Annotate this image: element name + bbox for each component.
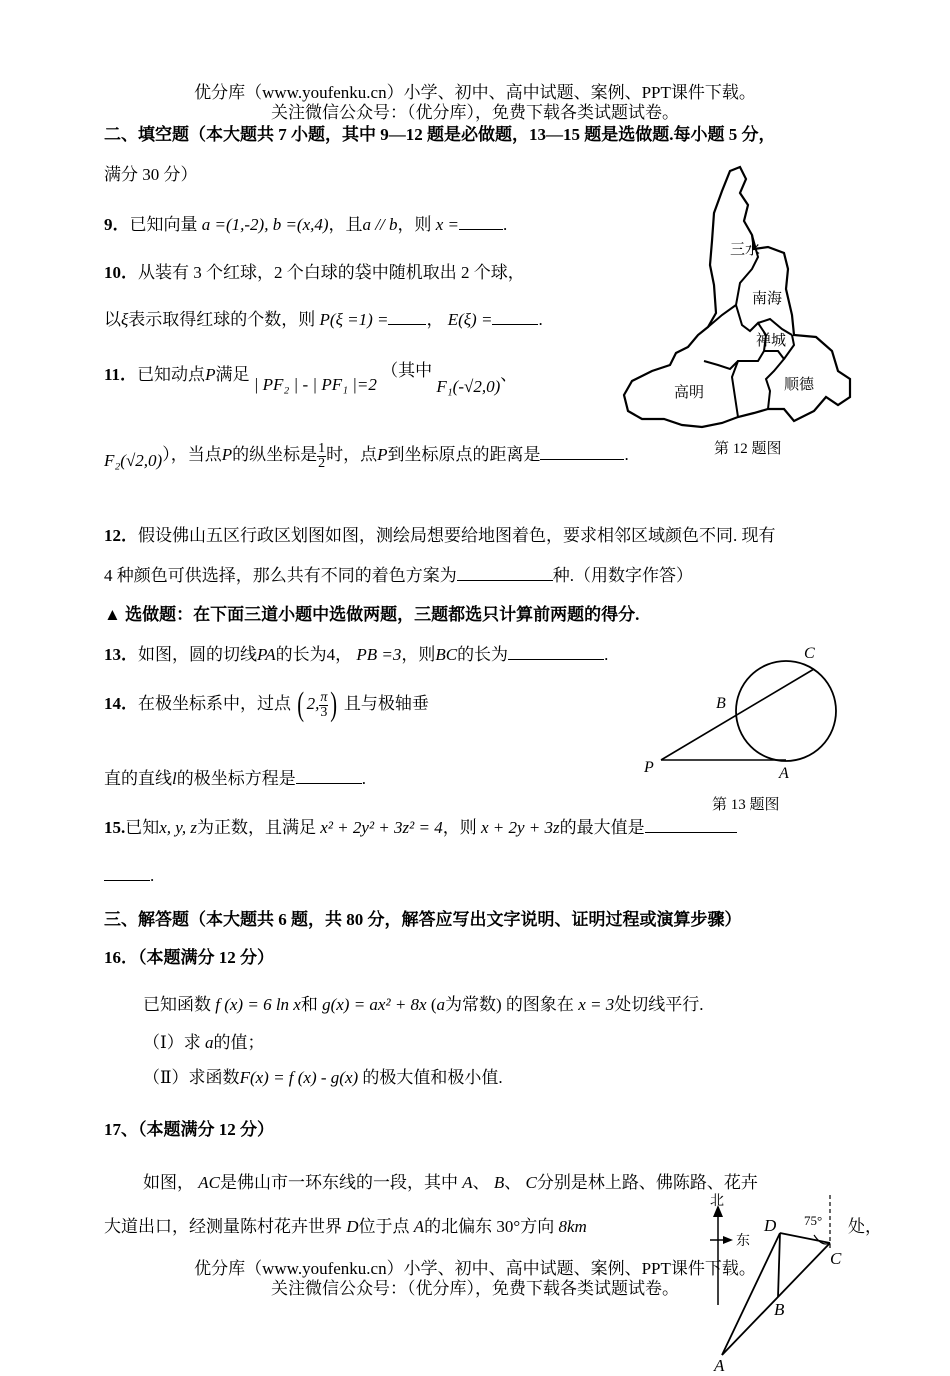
header-line-2: 关注微信公众号：（优分库），免费下载各类试题试卷。 (271, 103, 679, 122)
q13-text-1: 如图，圆的切线 (138, 645, 257, 664)
q11-text-7: 到坐标原点的距离是 (387, 445, 541, 464)
q16-part-1-b: 的值； (213, 1033, 265, 1052)
q16-text-c: ( (430, 995, 437, 1014)
q10-sep: ， (426, 310, 444, 329)
q11-f1-sep: 、 (500, 365, 518, 384)
q9-end: . (503, 215, 508, 234)
question-12-line-1 (104, 521, 776, 546)
q13-text-4: ，则 (401, 645, 436, 664)
section3-title: 三、解答题（本大题共 6 题，共 80 分，解答应写出文字说明、证明过程或演算步骤） (104, 910, 742, 929)
question-15-line-1 (104, 813, 737, 838)
q16-text-e: 处切线平行. (614, 995, 704, 1014)
q17-a-2: A (413, 1217, 425, 1236)
east-arrow-icon (723, 1236, 733, 1244)
question-11-line-1 (104, 360, 518, 396)
q17-ac: AC (198, 1173, 220, 1192)
q13-number: 13． (104, 645, 138, 664)
q15-expression: x + 2y + 3z (480, 818, 560, 837)
q16-f: f (x) = 6 ln x (215, 995, 301, 1014)
q17-text-a: 如图， (143, 1173, 194, 1192)
q13-text-2: 的长为 (275, 645, 327, 664)
q14-answer-blank (296, 767, 362, 784)
q11-text-2: 满足 (215, 365, 250, 384)
border-shunde (764, 351, 784, 409)
question-10-line-2 (104, 305, 543, 330)
q14-point-r: 2, (306, 693, 320, 713)
label-a: A (779, 765, 789, 782)
q11-fraction-half: $\frac{1}{2}$ (318, 440, 326, 471)
q9-x-eq: x = (435, 215, 460, 234)
angle-label: 75° (804, 1213, 823, 1228)
triangle-icon: ▲ (104, 605, 121, 624)
question-12-line-2 (104, 561, 693, 586)
q14-text-1: 在极坐标系中，过点 (138, 693, 291, 713)
q17-line-2-end: 处， (848, 1217, 882, 1236)
q15-text-2: 为正数，且满足 (197, 818, 317, 837)
label-c-road: C (830, 1249, 842, 1268)
q13-text-5: 的长为 (457, 645, 509, 664)
q10-xi: ξ (121, 310, 129, 329)
q11-text-1: 已知动点 (137, 365, 206, 384)
q15-text-1: 已知 (125, 818, 160, 837)
q11-number: 11． (104, 365, 138, 384)
q14-line-l: l (172, 769, 177, 788)
q17-heading: 17、（本题满分 12 分） (104, 1120, 274, 1139)
q17-angle-30: 30° (496, 1217, 521, 1236)
q15-answer-blank-2 (104, 864, 150, 881)
q10-answer-blank-1 (388, 308, 426, 325)
optional-section-title (104, 600, 639, 625)
q15-text-3: ，则 (442, 818, 477, 837)
question-15-line-2 (104, 864, 154, 886)
circle-tangent-figure (636, 640, 856, 820)
q17-text-e: 位于点 (358, 1217, 410, 1236)
q11-text-5: 的纵坐标是 (232, 445, 318, 464)
question-9 (104, 210, 507, 235)
q9-text-1: 已知向量 (129, 215, 198, 234)
segment-dc (780, 1233, 830, 1243)
q10-number: 10． (104, 263, 138, 282)
q10-line-1: 从装有 3 个红球，2 个白球的袋中随机取出 2 个球， (138, 263, 525, 282)
q16-part-1-a: （Ⅰ）求 (143, 1033, 201, 1052)
q11-condition: | PF₂ | - | PF₁ |=2 (253, 375, 377, 394)
q9-vectors: a =(1,-2), b =(x,4) (201, 215, 329, 234)
q13-bc: BC (435, 645, 458, 664)
q16-part-1-var: a (204, 1033, 214, 1052)
q16-text-d: 为常数) 的图象在 (445, 995, 574, 1014)
secant-pbc (661, 669, 814, 760)
q12-text-b: 种.（用数字作答） (552, 566, 693, 585)
label-b: B (716, 695, 726, 712)
section2-title: 二、填空题（本大题共 7 小题，其中 9—12 题是必做题，13—15 题是选做题.每小题 5 分， (104, 125, 776, 144)
label-d: D (764, 1216, 777, 1235)
q16-part-2-a: （Ⅱ）求函数 (143, 1068, 240, 1087)
footer-line-2: 关注微信公众号：（优分库），免费下载各类试题试卷。 (271, 1279, 679, 1298)
circle-caption: 第 13 题图 (712, 797, 780, 813)
north-label: 北 (710, 1194, 724, 1209)
q15-equation: x² + 2y² + 3z² = 4 (320, 818, 443, 837)
optional-text: 选做题：在下面三道小题中选做两题，三题都选只计算前两题的得分. (125, 605, 640, 624)
label-b-road: B (774, 1300, 785, 1319)
q15-end: . (150, 866, 155, 885)
map-caption: 第 12 题图 (714, 441, 782, 457)
q10-text-b: 表示取得红球的个数，则 (128, 310, 316, 329)
q16-F: F(x) = f (x) - g(x) (239, 1068, 359, 1087)
q9-number: 9． (104, 215, 130, 234)
map-label-gaoming: 高明 (674, 385, 705, 401)
q13-end: . (604, 645, 609, 664)
q15-answer-blank-1 (645, 816, 737, 833)
q11-answer-blank (540, 443, 624, 460)
q17-text-d: 大道出口，经测量陈村花卉世界 (104, 1217, 342, 1236)
q12-text-a: 4 种颜色可供选择，那么共有不同的着色方案为 (104, 566, 457, 585)
q13-pa: PA (257, 645, 276, 664)
question-10-line-1 (104, 258, 525, 283)
q17-dun-2: 、 (504, 1173, 522, 1192)
circle (736, 661, 836, 761)
q17-a: A (462, 1173, 473, 1192)
q15-xyz: x, y, z (159, 818, 198, 837)
q10-answer-blank-2 (492, 308, 538, 325)
q12-answer-blank (457, 564, 553, 581)
q16-part-1 (143, 1028, 264, 1053)
q17-text-c: 分别是林上路、佛陈路、花卉 (536, 1173, 758, 1192)
q11-text-6: 时，点 (326, 445, 378, 464)
q17-text-g: 方向 (520, 1217, 555, 1236)
q11-text-4: ），当点 (162, 445, 222, 464)
q11-focus-1: F₁(-√2,0) (436, 377, 501, 396)
q16-g: g(x) = ax² + 8x (322, 995, 427, 1014)
q17-line-2 (104, 1212, 587, 1237)
map-label-sanshui: 三水 (730, 242, 761, 258)
border-gaoming-inner (704, 361, 738, 369)
footer-line-1: 优分库（www.youfenku.cn）小学、初中、高中试题、案例、PPT课件下载。 (194, 1259, 756, 1278)
label-p: P (644, 759, 654, 776)
q9-text-2: ，且 (328, 215, 363, 234)
q14-fraction-pi-3: $\frac{\pi}{3}$ (320, 689, 328, 720)
q16-part-2-b: 的极大值和极小值. (362, 1068, 503, 1087)
q10-probability: P(ξ =1) = (319, 310, 389, 329)
q9-text-3: ，则 (397, 215, 432, 234)
q11-point-p: P (205, 365, 216, 384)
q17-text-f: 的北偏东 (424, 1217, 493, 1236)
q15-number: 15. (104, 818, 126, 837)
q16-text-b: 和 (300, 995, 318, 1014)
section2-title-cont: 满分 30 分） (104, 165, 198, 184)
label-a-road: A (714, 1356, 725, 1373)
q17-dun-1: 、 (472, 1173, 490, 1192)
q17-8km: 8km (558, 1217, 587, 1236)
q11-text-3: （其中 (381, 361, 433, 380)
question-11-line-2 (104, 440, 629, 471)
q16-x3: x = 3 (578, 995, 615, 1014)
map-label-chancheng: 禅城 (756, 333, 787, 349)
q17-c: C (525, 1173, 537, 1192)
q13-answer-blank (508, 643, 604, 660)
q14-text-3: 直的直线 (104, 769, 172, 788)
q11-end: . (624, 445, 629, 464)
foshan-district-map (618, 165, 858, 465)
q13-four: 4 (326, 645, 336, 664)
q14-number: 14． (104, 693, 138, 713)
q13-text-3: ， (335, 645, 353, 664)
label-c: C (804, 645, 815, 662)
map-label-nanhai: 南海 (752, 291, 783, 307)
question-13 (104, 640, 608, 665)
q13-pb: PB =3 (356, 645, 402, 664)
q16-part-2 (143, 1063, 503, 1088)
q11-focus-2: F₂(√2,0) (104, 451, 163, 470)
q17-line-1 (143, 1168, 758, 1193)
q17-b: B (493, 1173, 505, 1192)
q11-point-p-2: P (221, 445, 233, 464)
question-14-line-2 (104, 764, 366, 789)
q16-line-1 (143, 990, 703, 1015)
q11-point-p-3: P (377, 445, 388, 464)
q15-text-4: 的最大值是 (559, 818, 645, 837)
q10-end: . (538, 310, 543, 329)
east-label: 东 (736, 1234, 750, 1249)
q10-expectation: E(ξ) = (447, 310, 493, 329)
q16-text-a: 已知函数 (143, 995, 211, 1014)
q16-heading: 16．（本题满分 12 分） (104, 948, 274, 967)
q14-text-2: 且与极轴垂 (343, 693, 429, 713)
q16-a: a (436, 995, 446, 1014)
q14-end: . (361, 769, 366, 788)
q17-d: D (346, 1217, 359, 1236)
header-line-1: 优分库（www.youfenku.cn）小学、初中、高中试题、案例、PPT课件下载。 (194, 83, 756, 102)
q9-answer-blank (459, 213, 503, 230)
q12-number: 12． (104, 526, 138, 545)
q17-text-b: 是佛山市一环东线的一段，其中 (219, 1173, 458, 1192)
q9-parallel: a // b (362, 215, 398, 234)
q10-text-a: 以 (104, 310, 121, 329)
question-14-line-1: 14．在极坐标系中，过点 ( 2, $\frac{\pi}{3}$ ) 且与极轴垂 (104, 686, 429, 723)
map-label-shunde: 顺德 (784, 377, 815, 393)
q12-line-1: 假设佛山五区行政区划图如图，测绘局想要给地图着色，要求相邻区域颜色不同. 现有 (138, 526, 776, 545)
q14-text-4: 的极坐标方程是 (176, 769, 296, 788)
